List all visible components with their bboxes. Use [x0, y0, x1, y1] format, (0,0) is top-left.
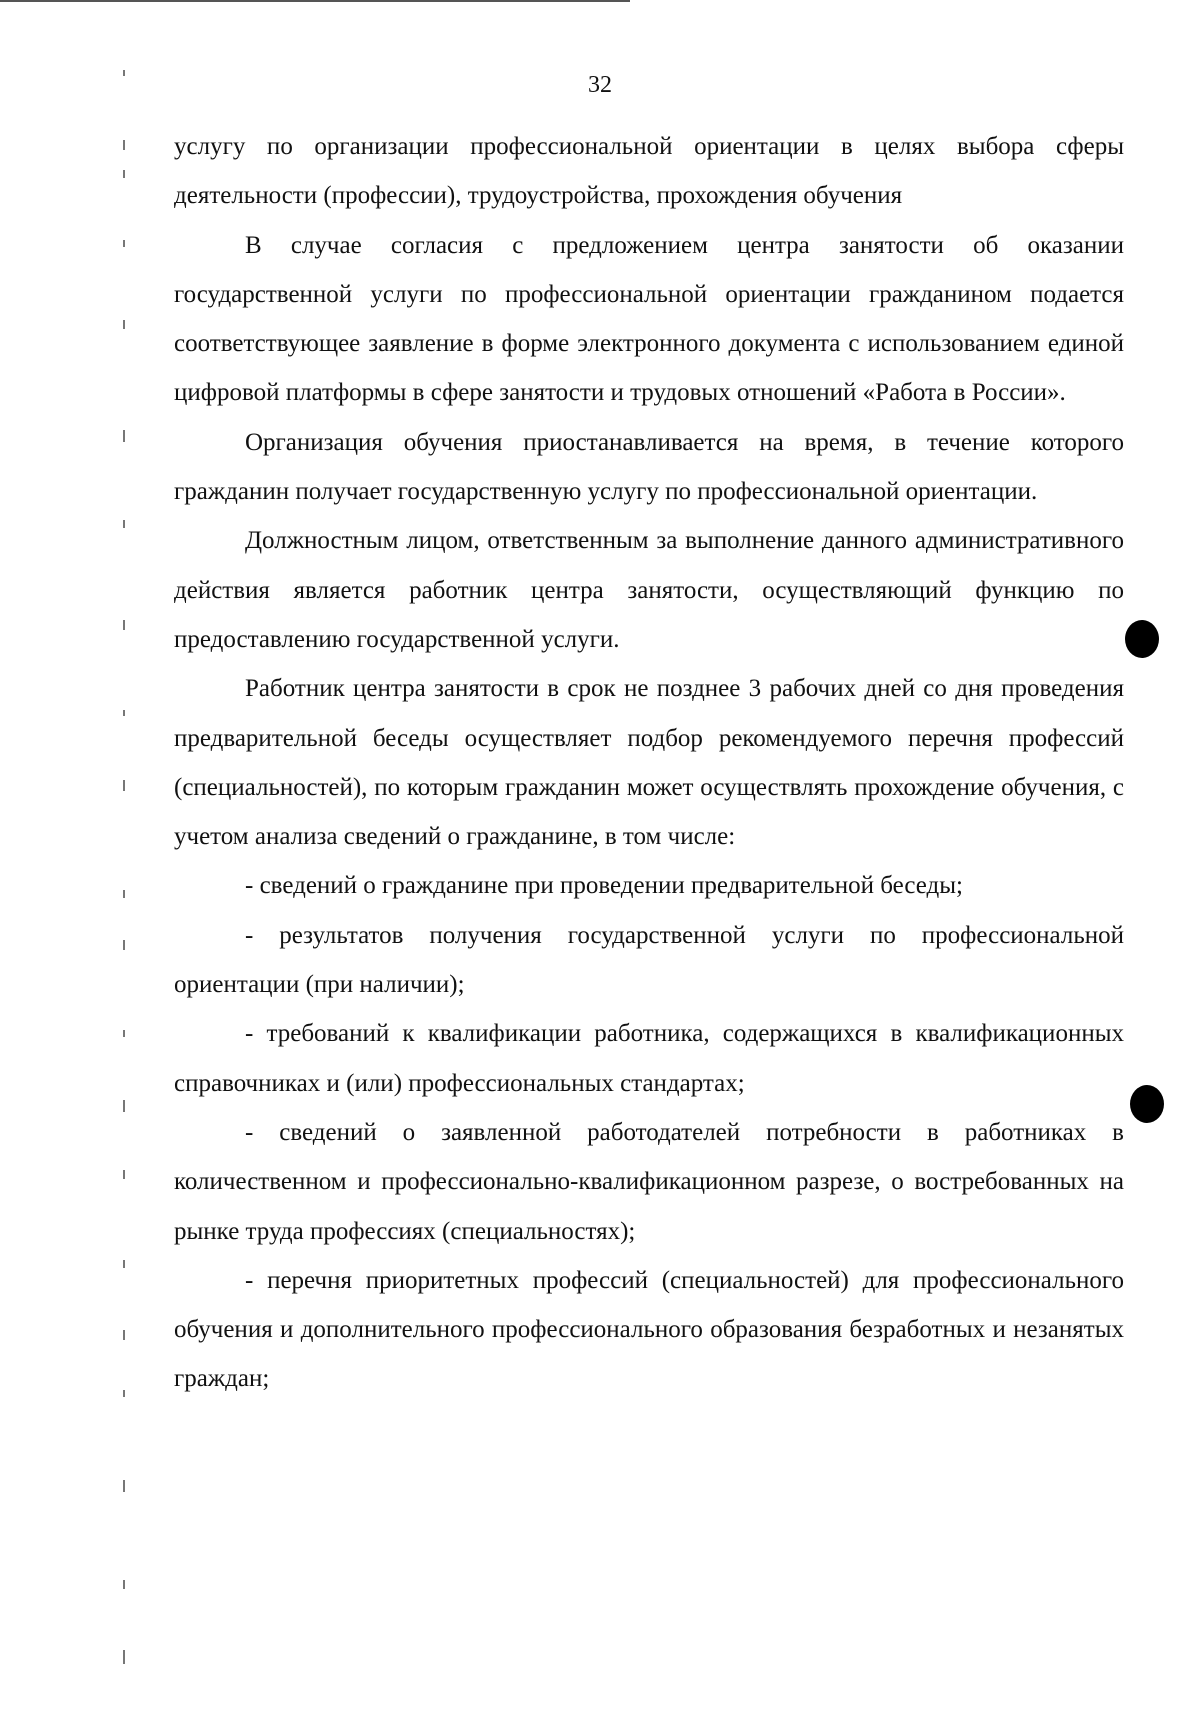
document-body	[174, 122, 1124, 1404]
punch-hole-mark	[1130, 1085, 1164, 1123]
page-number: 32	[588, 72, 612, 98]
paragraph-training-suspension: Организация обучения приостанавливается на время, в течение которого гражданин получает государственную услугу по профессиональной ориентации.	[174, 428, 1124, 506]
paragraph-consent-application: В случае согласия с предложением центра занятости об оказании государственной услуги по профессиональной ориентации гражданином подается соответствующее заявление в форме электронного документа с использованием единой цифровой платформы в сфере занятости и трудовых отношений «Работа в России».	[174, 231, 1124, 407]
list-item-preliminary-interview: - сведений о гражданине при проведении предварительной беседы;	[245, 872, 963, 900]
binding-margin-marks	[118, 60, 134, 1700]
paragraph-continuation: услугу по организации профессиональной ориентации в целях выбора сферы деятельности (профессии), трудоустройства, прохождения обучения	[174, 133, 1124, 210]
page-top-edge	[0, 0, 630, 2]
list-item-employer-demand: - сведений о заявленной работодателей потребности в работниках в количественном и профессионально-квалификационном разрезе, о востребованных на рынке труда профессиях (специальностях);	[174, 1118, 1124, 1245]
paragraph-responsible-official: Должностным лицом, ответственным за выполнение данного административного действия является работник центра занятости, осуществляющий функцию по предоставлению государственной услуги.	[174, 527, 1124, 653]
list-item-priority-professions: - перечня приоритетных профессий (специальностей) для профессионального обучения и дополнительного профессионального образования безработных и незанятых граждан;	[174, 1266, 1124, 1393]
punch-hole-mark	[1125, 620, 1159, 658]
list-item-career-guidance-results: - результатов получения государственной услуги по профессиональной ориентации (при наличии);	[174, 921, 1124, 999]
list-item-qualification-requirements: - требований к квалификации работника, содержащихся в квалификационных справочниках и (или) профессиональных стандартах;	[174, 1020, 1124, 1097]
paragraph-profession-selection: Работник центра занятости в срок не позднее 3 рабочих дней со дня проведения предварительной беседы осуществляет подбор рекомендуемого перечня профессий (специальностей), по которым гражданин может осуществлять прохождение обучения, с учетом анализа сведений о гражданине, в том числе:	[174, 675, 1124, 851]
